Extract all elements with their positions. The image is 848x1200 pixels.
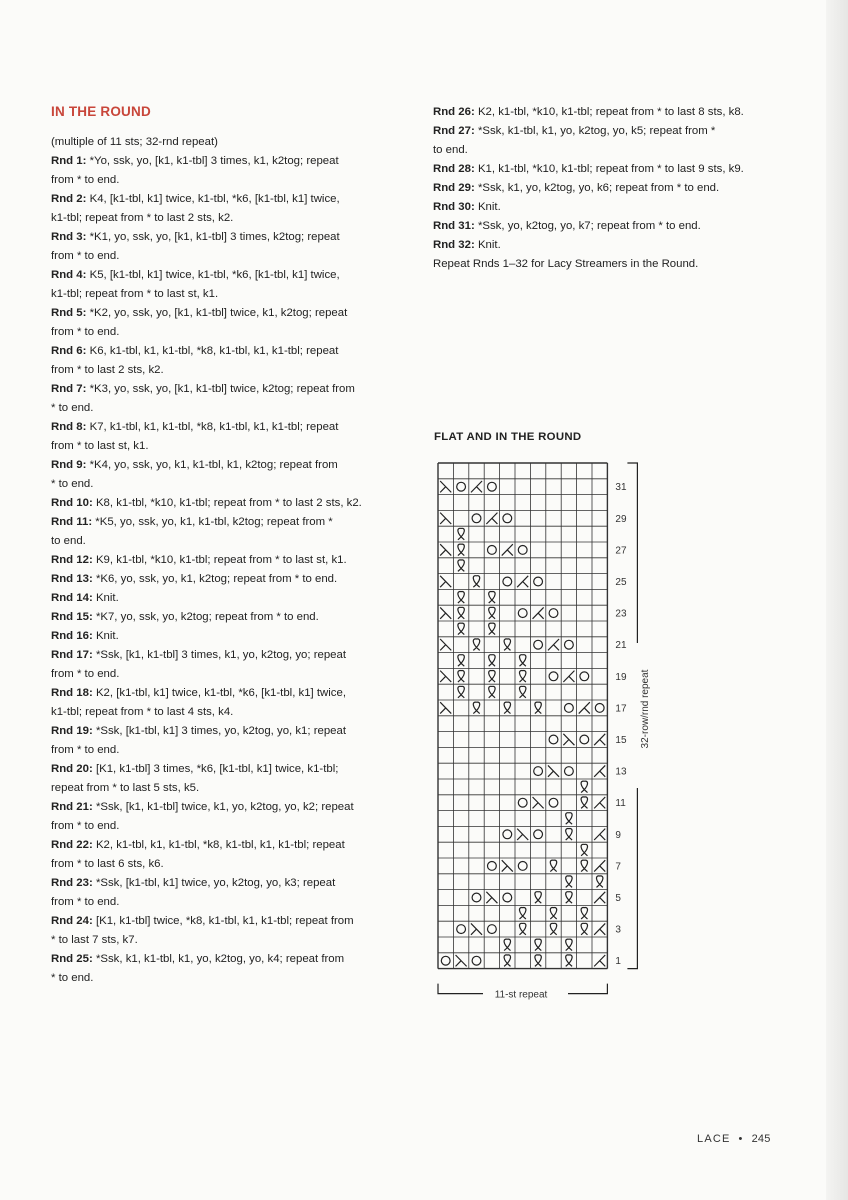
yarn-over-symbol [549,735,558,744]
yarn-over-symbol [534,577,543,586]
round-text: * to end. [51,402,94,414]
horizontal-bracket-right [568,984,607,994]
round-text: *Ssk, [k1, k1-tbl] twice, k1, yo, k2tog, yo, k2; repeat [92,801,354,813]
twisted-knit-symbol [504,702,510,713]
round-text: [K1, k1-tbl] twice, *k8, k1-tbl, k1, k1-tbl; repeat from [92,915,354,927]
round-text: *Ssk, k1-tbl, k1, yo, k2tog, yo, k5; repeat from * [474,125,716,137]
round-text: Knit. [92,592,119,604]
twisted-knit-symbol [596,876,602,887]
chart-title: FLAT AND IN THE ROUND [434,431,582,443]
row-number: 29 [615,513,627,525]
ssk-symbol [440,639,451,650]
round-text: * to end. [51,478,94,490]
k2tog-symbol [594,734,605,745]
round-text: from * to end. [51,250,120,262]
twisted-knit-symbol [458,528,464,539]
twisted-knit-symbol [581,844,587,855]
yarn-over-symbol [472,514,481,523]
round-label: Rnd 9: [51,459,87,471]
twisted-knit-symbol [581,860,587,871]
round-text: K6, k1-tbl, k1, k1-tbl, *k8, k1-tbl, k1, k1-tbl; repeat [86,345,339,357]
twisted-knit-symbol [535,939,541,950]
twisted-knit-symbol [489,591,495,602]
round-text: K2, k1-tbl, k1, k1-tbl, *k8, k1-tbl, k1, k1-tbl; repeat [92,839,345,851]
ssk-symbol [440,481,451,492]
round-instruction [51,608,396,627]
round-text: from * to end. [51,744,120,756]
round-text: K2, k1-tbl, *k10, k1-tbl; repeat from * to last 8 sts, k8. [474,106,744,118]
round-instruction [51,456,396,494]
round-text: K2, [k1-tbl, k1] twice, k1-tbl, *k6, [k1-tbl, k1] twice, [92,687,346,699]
twisted-knit-symbol [519,686,525,697]
twisted-knit-symbol [550,923,556,934]
round-instruction [51,570,396,589]
twisted-knit-symbol [566,939,572,950]
round-label: Rnd 23: [51,877,93,889]
round-instruction [51,228,396,266]
yarn-over-symbol [595,704,604,713]
round-label: Rnd 22: [51,839,93,851]
k2tog-symbol [486,513,497,524]
round-text: from * to end. [51,896,120,908]
twisted-knit-symbol [489,655,495,666]
round-text: [K1, k1-tbl] 3 times, *k6, [k1-tbl, k1] twice, k1-tbl; [92,763,339,775]
twisted-knit-symbol [581,907,587,918]
yarn-over-symbol [534,640,543,649]
row-number: 23 [615,608,627,620]
twisted-knit-symbol [581,797,587,808]
round-label: Rnd 19: [51,725,93,737]
round-text: from * to end. [51,326,120,338]
round-label: Rnd 20: [51,763,93,775]
twisted-knit-symbol [581,923,587,934]
horizontal-repeat-label: 11-st repeat [494,989,548,1001]
round-text: * to last 7 sts, k7. [51,934,138,946]
twisted-knit-symbol [504,639,510,650]
round-label: Rnd 6: [51,345,87,357]
ssk-symbol [486,892,497,903]
ssk-symbol [456,955,467,966]
round-instruction [51,627,396,646]
round-text: k1-tbl; repeat from * to last st, k1. [51,288,219,300]
round-text: to end. [433,144,468,156]
round-instruction [51,760,396,798]
yarn-over-symbol [518,862,527,871]
k2tog-symbol [594,829,605,840]
twisted-knit-symbol [458,655,464,666]
round-instruction [51,950,396,988]
round-instruction [433,179,793,198]
yarn-over-symbol [565,767,574,776]
round-text: *K4, yo, ssk, yo, k1, k1-tbl, k1, k2tog; repeat from [86,459,338,471]
ssk-symbol [440,671,451,682]
round-instruction [433,103,793,122]
twisted-knit-symbol [566,828,572,839]
twisted-knit-symbol [458,623,464,634]
round-text: Knit. [474,201,501,213]
round-instruction [51,874,396,912]
round-label: Rnd 10: [51,497,93,509]
k2tog-symbol [471,481,482,492]
page-footer [697,1133,771,1145]
row-number: 25 [615,577,627,588]
round-text: K8, k1-tbl, *k10, k1-tbl; repeat from * to last 2 sts, k2. [92,497,362,509]
yarn-over-symbol [503,514,512,523]
round-label: Rnd 29: [433,182,475,194]
round-text: K4, [k1-tbl, k1] twice, k1-tbl, *k6, [k1-tbl, k1] twice, [86,193,340,205]
yarn-over-symbol [457,482,466,491]
round-label: Rnd 2: [51,193,87,205]
round-label: Rnd 12: [51,554,93,566]
round-instruction [51,684,396,722]
yarn-over-symbol [549,798,558,807]
round-text: repeat from * to last 5 sts, k5. [51,782,200,794]
k2tog-symbol [594,797,605,808]
twisted-knit-symbol [566,955,572,966]
round-text: from * to end. [51,174,120,186]
twisted-knit-symbol [458,544,464,555]
twisted-knit-symbol [566,892,572,903]
round-text: *K2, yo, ssk, yo, [k1, k1-tbl] twice, k1, k2tog; repeat [86,307,348,319]
round-text: *K5, yo, ssk, yo, k1, k1-tbl, k2tog; repeat from * [92,516,333,528]
round-instruction [51,551,396,570]
twisted-knit-symbol [550,907,556,918]
round-instruction [51,342,396,380]
round-label: Rnd 27: [433,125,475,137]
round-label: Rnd 11: [51,516,93,528]
twisted-knit-symbol [458,560,464,571]
row-number: 7 [615,861,621,873]
yarn-over-symbol [580,672,589,681]
round-text: *Ssk, [k1-tbl, k1] 3 times, yo, k2tog, yo, k1; repeat [92,725,347,737]
round-instruction [51,589,396,608]
yarn-over-symbol [488,482,497,491]
round-label: Rnd 13: [51,573,93,585]
round-label: Rnd 8: [51,421,87,433]
twisted-knit-symbol [535,955,541,966]
round-text: *Ssk, [k1-tbl, k1] twice, yo, k2tog, yo, k3; repeat [92,877,336,889]
twisted-knit-symbol [473,576,479,587]
round-instruction [51,646,396,684]
round-label: Rnd 18: [51,687,93,699]
round-instruction [51,190,396,228]
round-label: Rnd 25: [51,953,93,965]
round-instruction [51,513,396,551]
round-text: from * to last 2 sts, k2. [51,364,164,376]
yarn-over-symbol [565,640,574,649]
ssk-symbol [440,513,451,524]
round-text: from * to last st, k1. [51,440,149,452]
vertical-bracket-bottom [627,788,637,969]
ssk-symbol [440,544,451,555]
yarn-over-symbol [580,735,589,744]
instructions-column-right [433,103,793,274]
round-label: Rnd 30: [433,201,475,213]
round-label: Rnd 24: [51,915,93,927]
round-label: Rnd 4: [51,269,87,281]
k2tog-symbol [594,923,605,934]
round-text: k1-tbl; repeat from * to last 4 sts, k4. [51,706,234,718]
twisted-knit-symbol [581,781,587,792]
yarn-over-symbol [488,862,497,871]
k2tog-symbol [594,892,605,903]
round-text: from * to end. [51,820,120,832]
twisted-knit-symbol [489,670,495,681]
row-number: 21 [615,640,627,652]
twisted-knit-symbol [489,607,495,618]
round-text: *Ssk, k1, k1-tbl, k1, yo, k2tog, yo, k4; repeat from [92,953,345,965]
ssk-symbol [440,576,451,587]
twisted-knit-symbol [566,876,572,887]
k2tog-symbol [594,765,605,776]
yarn-over-symbol [518,546,527,555]
round-text: *K1, yo, ssk, yo, [k1, k1-tbl] 3 times, k2tog; repeat [86,231,340,243]
ssk-symbol [440,702,451,713]
round-instruction [433,122,793,160]
row-number: 13 [615,766,627,778]
round-instruction [51,722,396,760]
yarn-over-symbol [549,609,558,618]
chart-symbols [440,481,605,966]
yarn-over-symbol [565,704,574,713]
pattern-intro: (multiple of 11 sts; 32-rnd repeat) [51,136,218,148]
twisted-knit-symbol [566,813,572,824]
round-label: Rnd 14: [51,592,93,604]
twisted-knit-symbol [458,607,464,618]
section-heading: IN THE ROUND [51,104,151,119]
twisted-knit-symbol [458,591,464,602]
k2tog-symbol [563,671,574,682]
k2tog-symbol [579,702,590,713]
ssk-symbol [517,829,528,840]
round-text: *K3, yo, ssk, yo, [k1, k1-tbl] twice, k2tog; repeat from [86,383,355,395]
twisted-knit-symbol [519,923,525,934]
round-label: Rnd 15: [51,611,93,623]
twisted-knit-symbol [535,892,541,903]
twisted-knit-symbol [519,655,525,666]
yarn-over-symbol [441,956,450,965]
round-instruction [433,236,793,255]
yarn-over-symbol [472,956,481,965]
round-text: Knit. [92,630,119,642]
round-text: *K7, yo, ssk, yo, k2tog; repeat from * to end. [92,611,319,623]
ssk-symbol [533,797,544,808]
ssk-symbol [440,607,451,618]
row-number: 19 [615,671,627,683]
round-text: Knit. [474,239,501,251]
twisted-knit-symbol [473,639,479,650]
round-instruction [51,912,396,950]
round-text: * to end. [51,972,94,984]
footer-separator: • [738,1133,744,1145]
round-text: from * to last 6 sts, k6. [51,858,164,870]
ssk-symbol [471,923,482,934]
round-text: *Ssk, [k1, k1-tbl] 3 times, k1, yo, k2tog, yo; repeat [92,649,347,661]
twisted-knit-symbol [504,955,510,966]
page-edge-shadow [826,0,848,1200]
round-text: *Yo, ssk, yo, [k1, k1-tbl] 3 times, k1, k2tog; repeat [86,155,339,167]
yarn-over-symbol [549,672,558,681]
row-number: 31 [615,482,627,494]
yarn-over-symbol [534,830,543,839]
round-instruction [51,304,396,342]
rounds-list-right [433,103,793,255]
row-number: 17 [615,703,627,715]
round-label: Rnd 16: [51,630,93,642]
twisted-knit-symbol [519,670,525,681]
round-label: Rnd 1: [51,155,87,167]
k2tog-symbol [594,955,605,966]
ssk-symbol [502,860,513,871]
repeat-note: Repeat Rnds 1–32 for Lacy Streamers in the Round. [433,258,699,270]
round-text: *K6, yo, ssk, yo, k1, k2tog; repeat from * to end. [92,573,338,585]
twisted-knit-symbol [504,939,510,950]
k2tog-symbol [533,607,544,618]
yarn-over-symbol [472,893,481,902]
round-instruction [433,217,793,236]
row-number: 15 [615,735,627,746]
twisted-knit-symbol [489,686,495,697]
round-text: *Ssk, yo, k2tog, yo, k7; repeat from * to end. [474,220,701,232]
yarn-over-symbol [534,767,543,776]
page-number: 245 [751,1133,771,1145]
round-label: Rnd 26: [433,106,475,118]
twisted-knit-symbol [458,686,464,697]
round-label: Rnd 21: [51,801,93,813]
stitch-chart [430,455,670,1001]
yarn-over-symbol [503,893,512,902]
round-text: K9, k1-tbl, *k10, k1-tbl; repeat from * to last st, k1. [92,554,347,566]
yarn-over-symbol [518,609,527,618]
chart-row-numbers [615,482,627,967]
round-instruction [51,836,396,874]
round-label: Rnd 28: [433,163,475,175]
yarn-over-symbol [488,925,497,934]
horizontal-bracket-left [438,984,483,994]
round-instruction [51,266,396,304]
round-instruction [433,160,793,179]
vertical-repeat-label: 32-row/rnd repeat [640,669,651,749]
round-text: *Ssk, k1, yo, k2tog, yo, k6; repeat from * to end. [474,182,720,194]
yarn-over-symbol [488,546,497,555]
twisted-knit-symbol [473,702,479,713]
round-instruction [433,198,793,217]
round-label: Rnd 5: [51,307,87,319]
round-instruction [51,418,396,456]
round-instruction [51,494,396,513]
k2tog-symbol [548,639,559,650]
row-number: 9 [615,829,621,841]
ssk-symbol [563,734,574,745]
round-text: K7, k1-tbl, k1, k1-tbl, *k8, k1-tbl, k1, k1-tbl; repeat [86,421,339,433]
yarn-over-symbol [457,925,466,934]
round-instruction [51,152,396,190]
twisted-knit-symbol [458,670,464,681]
row-number: 5 [615,893,621,904]
twisted-knit-symbol [519,907,525,918]
footer-section: LACE [697,1133,731,1145]
round-text: to end. [51,535,86,547]
round-instruction [51,380,396,418]
k2tog-symbol [517,576,528,587]
k2tog-symbol [594,860,605,871]
yarn-over-symbol [518,798,527,807]
round-text: K5, [k1-tbl, k1] twice, k1-tbl, *k6, [k1-tbl, k1] twice, [86,269,340,281]
yarn-over-symbol [503,577,512,586]
round-text: K1, k1-tbl, *k10, k1-tbl; repeat from * to last 9 sts, k9. [474,163,744,175]
round-label: Rnd 17: [51,649,93,661]
round-label: Rnd 32: [433,239,475,251]
twisted-knit-symbol [489,623,495,634]
round-label: Rnd 31: [433,220,475,232]
vertical-bracket-top [627,463,637,643]
row-number: 3 [615,924,621,936]
round-text: k1-tbl; repeat from * to last 2 sts, k2. [51,212,234,224]
row-number: 1 [615,956,621,968]
twisted-knit-symbol [535,702,541,713]
round-text: from * to end. [51,668,120,680]
row-number: 11 [615,798,626,810]
round-instruction [51,798,396,836]
yarn-over-symbol [503,830,512,839]
instructions-column-left [51,104,396,988]
rounds-list-left [51,152,396,988]
twisted-knit-symbol [550,860,556,871]
k2tog-symbol [502,544,513,555]
row-number: 27 [615,545,627,557]
round-label: Rnd 3: [51,231,87,243]
ssk-symbol [548,765,559,776]
round-label: Rnd 7: [51,383,87,395]
